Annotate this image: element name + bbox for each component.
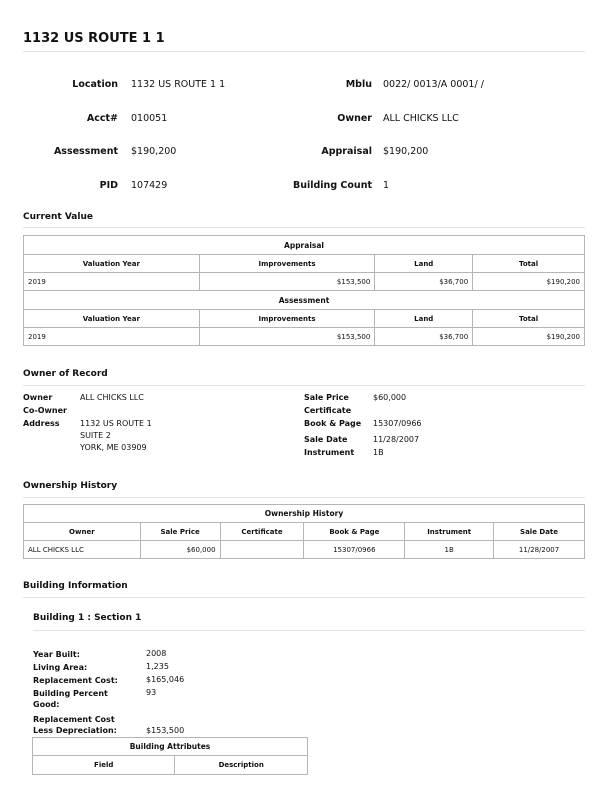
table-row bbox=[24, 328, 585, 346]
col-total: Total bbox=[473, 310, 585, 328]
building-attributes-caption: Building Attributes bbox=[33, 738, 308, 756]
year-built-label: Year Built: bbox=[33, 650, 80, 659]
col-owner: Owner bbox=[24, 523, 141, 541]
building-info-heading: Building Information bbox=[23, 581, 128, 591]
appraisal-caption: Appraisal bbox=[24, 236, 585, 255]
table-row bbox=[24, 273, 585, 291]
owner-value: ALL CHICKS LLC bbox=[80, 393, 144, 402]
building-subheading: Building 1 : Section 1 bbox=[33, 613, 142, 623]
cell-year: 2019 bbox=[24, 273, 200, 291]
living-area-value: 1,235 bbox=[146, 662, 169, 671]
col-instrument: Instrument bbox=[405, 523, 494, 541]
sale-date-value: 11/28/2007 bbox=[373, 435, 420, 444]
percent-good-label-1: Building Percent bbox=[33, 689, 108, 698]
assessment-label: Assessment bbox=[53, 146, 118, 157]
ownership-history-caption: Ownership History bbox=[24, 505, 585, 523]
divider bbox=[23, 227, 585, 228]
col-land: Land bbox=[375, 255, 473, 273]
col-book-page: Book & Page bbox=[304, 523, 405, 541]
col-land: Land bbox=[375, 310, 473, 328]
col-valuation-year: Valuation Year bbox=[24, 255, 200, 273]
sale-date-label: Sale Date bbox=[304, 435, 348, 444]
certificate-label: Certificate bbox=[304, 406, 352, 415]
cell-total: $190,200 bbox=[473, 273, 585, 291]
building-count-value: 1 bbox=[383, 180, 390, 191]
location-label: Location bbox=[72, 79, 118, 90]
col-total: Total bbox=[473, 255, 585, 273]
owner-value: ALL CHICKS LLC bbox=[383, 113, 459, 124]
divider bbox=[23, 597, 585, 598]
location-value: 1132 US ROUTE 1 1 bbox=[131, 79, 226, 90]
current-value-heading: Current Value bbox=[23, 212, 93, 222]
cell-certificate bbox=[220, 541, 304, 559]
cell-sale-date: 11/28/2007 bbox=[494, 541, 585, 559]
current-value-table bbox=[23, 235, 585, 346]
address-line-3: YORK, ME 03909 bbox=[80, 443, 147, 452]
pid-label: PID bbox=[99, 180, 118, 191]
cell-book-page: 15307/0966 bbox=[304, 541, 405, 559]
building-attributes-table bbox=[32, 737, 308, 775]
cell-year: 2019 bbox=[24, 328, 200, 346]
sale-price-label: Sale Price bbox=[304, 393, 349, 402]
cell-improvements: $153,500 bbox=[199, 273, 375, 291]
assessment-value: $190,200 bbox=[131, 146, 177, 157]
col-valuation-year: Valuation Year bbox=[24, 310, 200, 328]
divider bbox=[23, 51, 585, 52]
cell-owner: ALL CHICKS LLC bbox=[24, 541, 141, 559]
ownership-history-heading: Ownership History bbox=[23, 481, 118, 491]
cell-improvements: $153,500 bbox=[199, 328, 375, 346]
col-sale-price: Sale Price bbox=[140, 523, 220, 541]
year-built-value: 2008 bbox=[146, 649, 167, 658]
cell-total: $190,200 bbox=[473, 328, 585, 346]
book-page-value: 15307/0966 bbox=[373, 419, 422, 428]
replacement-cost-value: $165,046 bbox=[146, 675, 185, 684]
acct-value: 010051 bbox=[131, 113, 168, 124]
owner-of-record-heading: Owner of Record bbox=[23, 369, 108, 379]
cell-land: $36,700 bbox=[375, 328, 473, 346]
living-area-label: Living Area: bbox=[33, 663, 88, 672]
col-improvements: Improvements bbox=[199, 255, 375, 273]
book-page-label: Book & Page bbox=[304, 419, 362, 428]
rcld-value: $153,500 bbox=[146, 726, 185, 735]
table-row bbox=[24, 541, 585, 559]
col-certificate: Certificate bbox=[220, 523, 304, 541]
instrument-label: Instrument bbox=[304, 448, 355, 457]
address-label: Address bbox=[23, 419, 60, 428]
divider bbox=[23, 385, 585, 386]
building-count-label: Building Count bbox=[292, 180, 372, 191]
address-line-2: SUITE 2 bbox=[80, 431, 111, 440]
owner-label: Owner bbox=[23, 393, 53, 402]
cell-land: $36,700 bbox=[375, 273, 473, 291]
co-owner-label: Co-Owner bbox=[23, 406, 67, 415]
instrument-value: 1B bbox=[373, 448, 384, 457]
cell-instrument: 1B bbox=[405, 541, 494, 559]
cell-sale-price: $60,000 bbox=[140, 541, 220, 559]
col-sale-date: Sale Date bbox=[494, 523, 585, 541]
col-improvements: Improvements bbox=[199, 310, 375, 328]
col-description: Description bbox=[175, 756, 308, 775]
percent-good-value: 93 bbox=[146, 688, 157, 697]
ownership-history-table bbox=[23, 504, 585, 559]
sale-price-value: $60,000 bbox=[373, 393, 407, 402]
owner-label: Owner bbox=[337, 113, 372, 124]
appraisal-label: Appraisal bbox=[321, 146, 372, 157]
rcld-label-1: Replacement Cost bbox=[33, 715, 115, 724]
assessment-caption: Assessment bbox=[24, 291, 585, 310]
divider bbox=[33, 630, 585, 631]
col-field: Field bbox=[33, 756, 175, 775]
divider bbox=[23, 497, 585, 498]
mblu-value: 0022/ 0013/A 0001/ / bbox=[383, 79, 484, 90]
rcld-label-2: Less Depreciation: bbox=[33, 726, 117, 735]
acct-label: Acct# bbox=[86, 113, 118, 124]
address-line-1: 1132 US ROUTE 1 bbox=[80, 419, 152, 428]
pid-value: 107429 bbox=[131, 180, 168, 191]
page-title: 1132 US ROUTE 1 1 bbox=[23, 31, 165, 46]
appraisal-value: $190,200 bbox=[383, 146, 429, 157]
percent-good-label-2: Good: bbox=[33, 700, 60, 709]
replacement-cost-label: Replacement Cost: bbox=[33, 676, 118, 685]
mblu-label: Mblu bbox=[345, 79, 372, 90]
